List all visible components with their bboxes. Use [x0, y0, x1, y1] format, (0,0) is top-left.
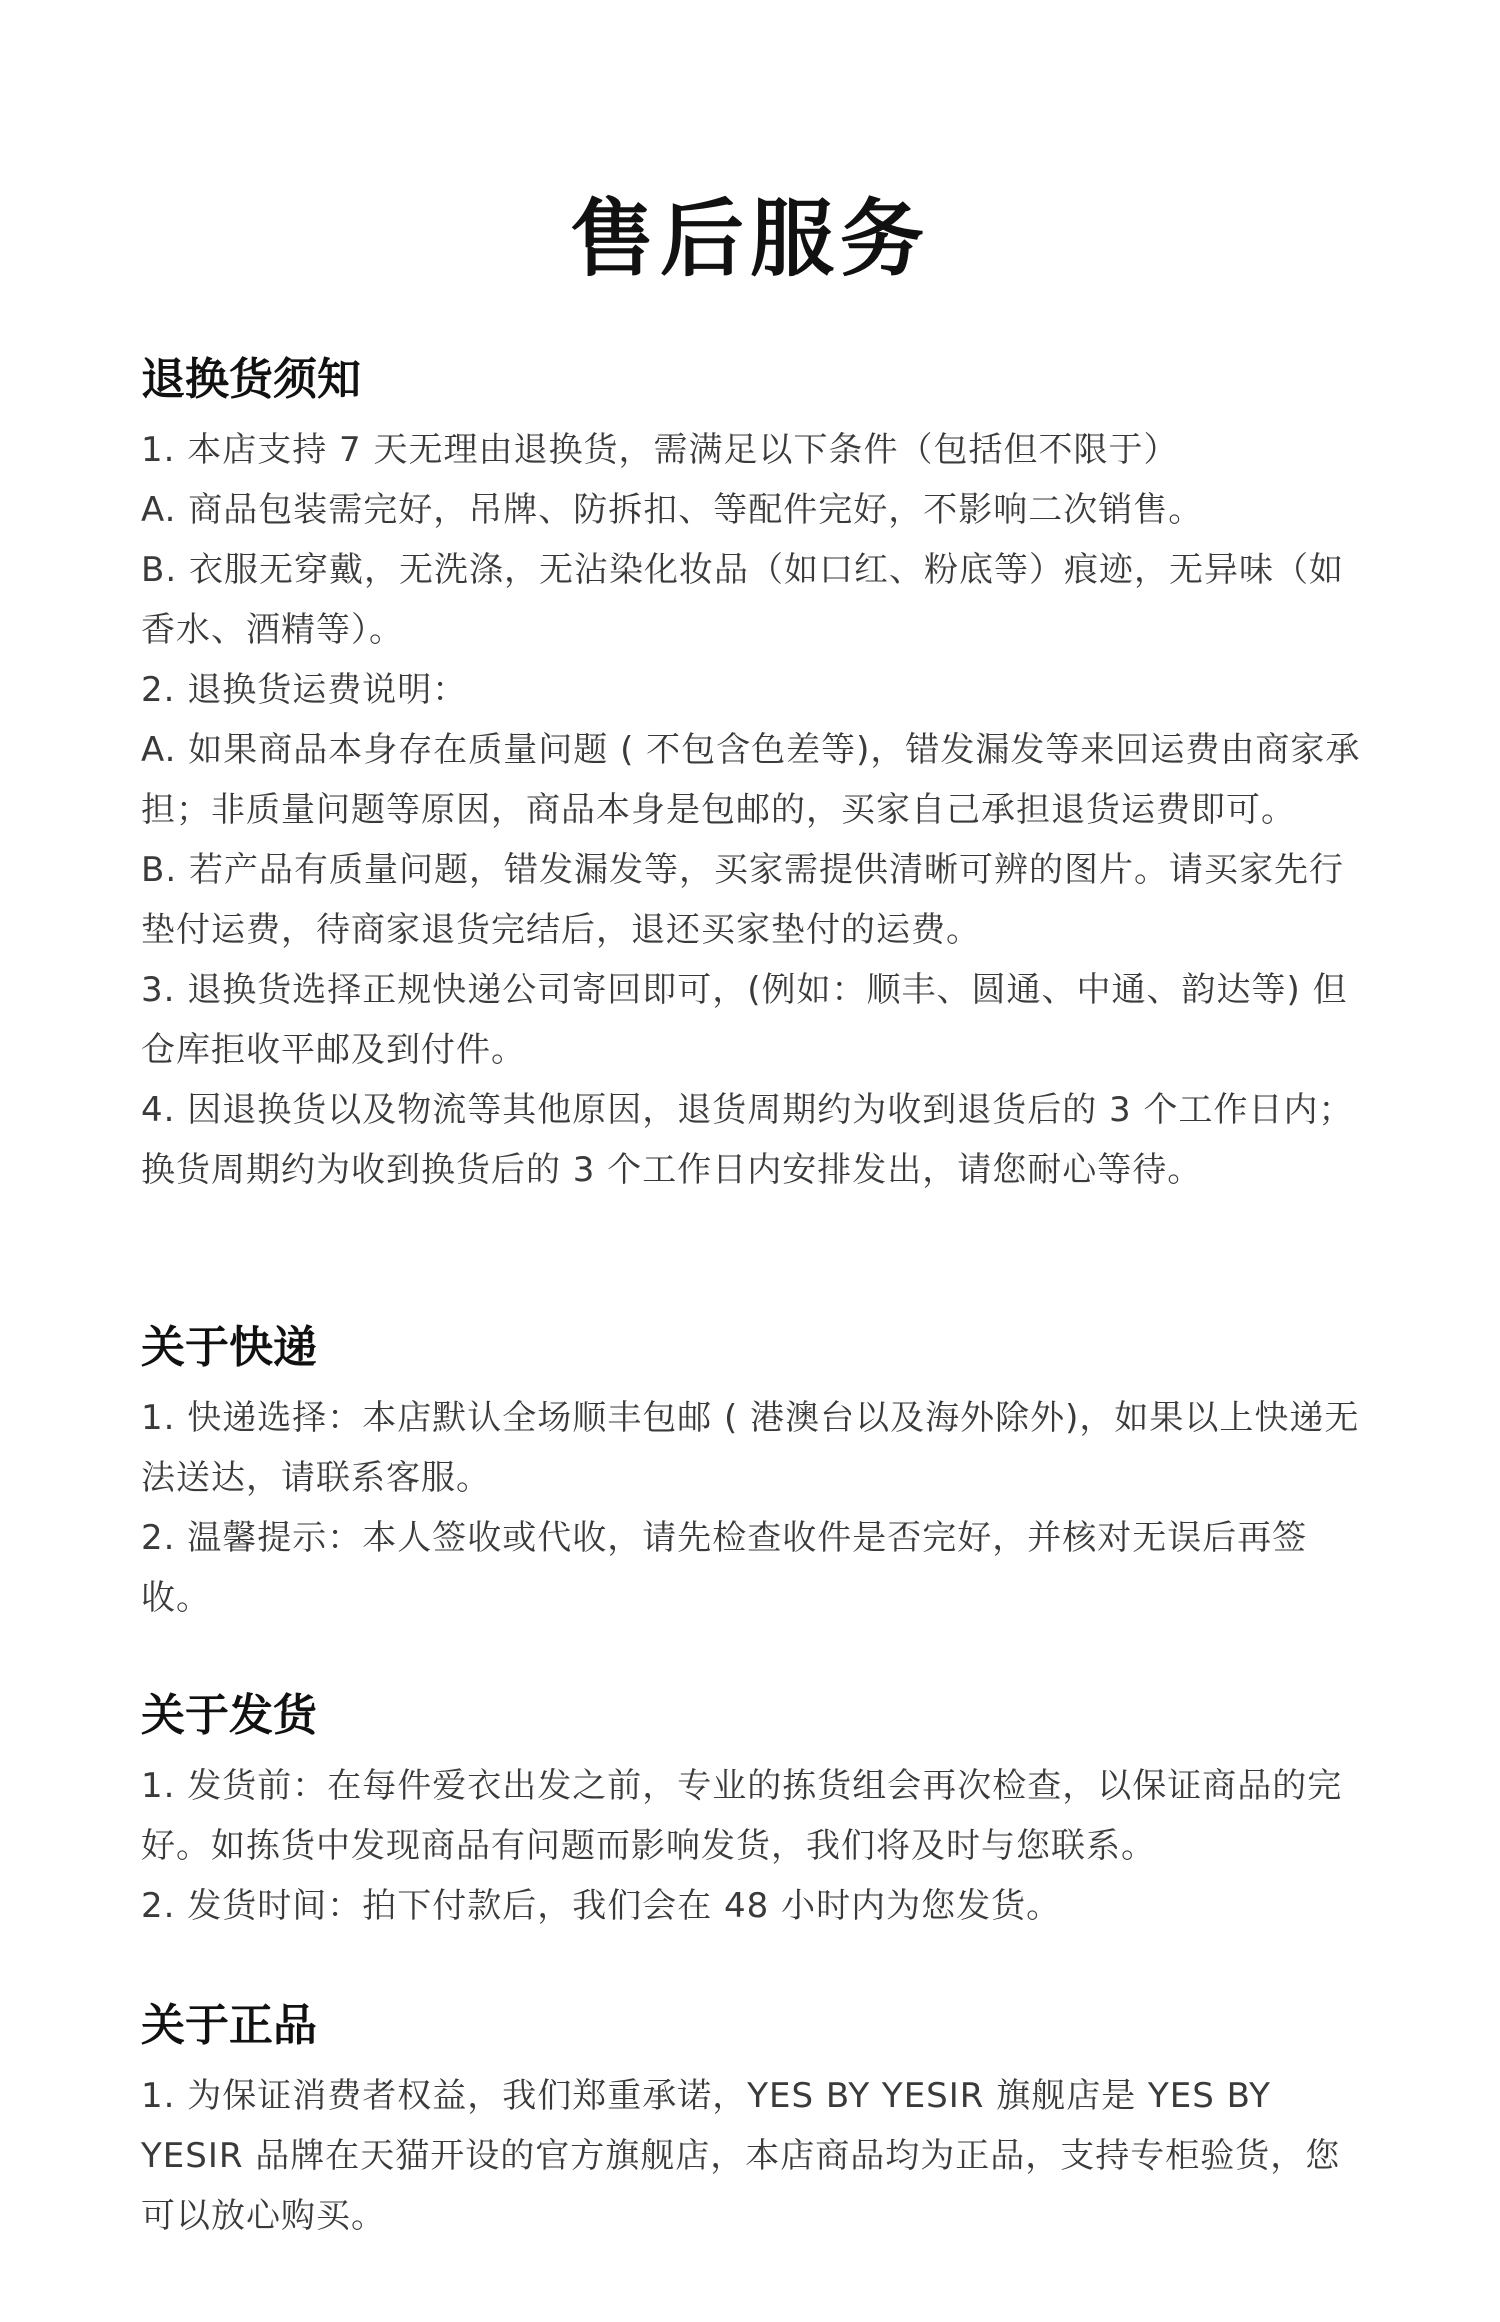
- section-body: [141, 2066, 1366, 2246]
- paragraph: 2. 温馨提示：本人签收或代收，请先检查收件是否完好，并核对无误后再签收。: [141, 1518, 1308, 1618]
- section-dispatch: [141, 1686, 1366, 1936]
- section-heading: 关于正品: [141, 2000, 317, 2051]
- section-shipping: [141, 1318, 1366, 1628]
- paragraph: 1. 本店支持 7 天无理由退换货，需满足以下条件（包括但不限于）: [141, 430, 1179, 470]
- paragraph: 2. 发货时间：拍下付款后，我们会在 48 小时内为您发货。: [141, 1886, 1062, 1926]
- section-heading: 退换货须知: [141, 354, 361, 405]
- section-body: [141, 1388, 1366, 1628]
- paragraph: 2. 退换货运费说明：: [141, 670, 468, 710]
- paragraph: 1. 为保证消费者权益，我们郑重承诺，YES BY YESIR 旗舰店是 YES BY YESIR 品牌在天猫开设的官方旗舰店，本店商品均为正品，支持专柜验货，您可以放心购买。: [141, 2076, 1341, 2236]
- page-title: 售后服务: [569, 190, 930, 289]
- paragraph: B. 若产品有质量问题，错发漏发等，买家需提供清晰可辨的图片。请买家先行垫付运费，待商家退货完结后，退还买家垫付的运费。: [141, 850, 1344, 950]
- section-heading: 关于快递: [141, 1322, 317, 1373]
- paragraph: 4. 因退换货以及物流等其他原因，退货周期约为收到退货后的 3 个工作日内；换货周期约为收到换货后的 3 个工作日内安排发出，请您耐心等待。: [141, 1090, 1354, 1190]
- section-body: [141, 1756, 1366, 1936]
- paragraph: B. 衣服无穿戴，无洗涤，无沾染化妆品（如口红、粉底等）痕迹，无异味（如香水、酒精等）。: [141, 550, 1344, 650]
- section-body: [141, 420, 1366, 1200]
- paragraph: 1. 快递选择：本店默认全场顺丰包邮 ( 港澳台以及海外除外)，如果以上快递无法送达，请联系客服。: [141, 1398, 1360, 1498]
- paragraph: 1. 发货前：在每件爱衣出发之前，专业的拣货组会再次检查，以保证商品的完好。如拣货中发现商品有问题而影响发货，我们将及时与您联系。: [141, 1766, 1343, 1866]
- section-returns: [141, 350, 1366, 1200]
- section-heading: 关于发货: [141, 1690, 317, 1741]
- paragraph: A. 如果商品本身存在质量问题 ( 不包含色差等)，错发漏发等来回运费由商家承担；非质量问题等原因，商品本身是包邮的，买家自己承担退货运费即可。: [141, 730, 1361, 830]
- section-authenticity: [141, 1996, 1366, 2246]
- paragraph: 3. 退换货选择正规快递公司寄回即可，(例如：顺丰、圆通、中通、韵达等) 但仓库拒收平邮及到付件。: [141, 970, 1348, 1070]
- paragraph: A. 商品包装需完好，吊牌、防拆扣、等配件完好，不影响二次销售。: [141, 490, 1204, 530]
